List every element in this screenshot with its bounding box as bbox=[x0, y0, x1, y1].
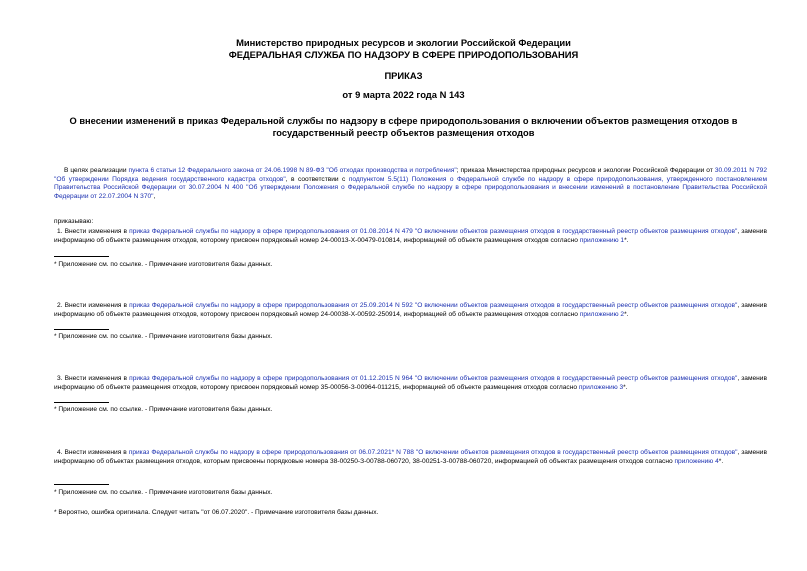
footnote-divider-2 bbox=[54, 329, 109, 330]
item-text-1: 1. Внести изменения в bbox=[57, 228, 130, 235]
document-subject: О внесении изменений в приказ Федеральной службы по надзору в сфере природопользования о включении объектов размещения отходов в государственный реестр объектов размещения отходов bbox=[69, 116, 738, 138]
agency-name: ФЕДЕРАЛЬНАЯ СЛУЖБА ПО НАДЗОРУ В СФЕРЕ ПРИРОДОПОЛЬЗОВАНИЯ bbox=[228, 49, 579, 60]
appendix-link-1[interactable]: приложению 1 bbox=[579, 236, 625, 244]
item-body-2: , заменив информацию об объекте размещения отходов, которому присвоен порядковый номер 24-00038-Х-00592-250914, информацией об объекте размещения отходов согласно bbox=[54, 302, 767, 318]
intro-link-order-792[interactable]: 30.09.2011 N 792 "Об утверждении Порядка ведения государственного кадастра отходов" bbox=[54, 167, 767, 183]
intro-text-1: В целях реализации bbox=[64, 167, 129, 174]
footnote-4: * Приложение см. по ссылке. - Примечание изготовителя базы данных. bbox=[54, 489, 273, 496]
item-body-4: , заменив информацию об объектах размещения отходов, которым присвоены порядковые номера 38-00250-З-00788-060720, 38-00251-З-00788-060720, информацией об объектах размещения отходов согласно bbox=[54, 449, 767, 465]
item-link-order-964[interactable]: приказ Федеральной службы по надзору в сфере природопользования от 01.12.2015 N 964 "О включении объектов размещения отходов в государственный реестр объектов размещения отходов" bbox=[129, 375, 738, 382]
item-text-2: 2. Внести изменения в bbox=[57, 302, 130, 309]
footnote-divider-4 bbox=[54, 484, 109, 485]
item-body-3: , заменив информацию об объекте размещения отходов, которому присвоен порядковый номер 35-00056-З-00964-011215, информацией об объекте размещения отходов согласно bbox=[54, 375, 767, 391]
intro-link-federal-law[interactable]: пункта 6 статьи 12 Федерального закона от 24.06.1998 N 89-ФЗ "Об отходах производства и потребления" bbox=[128, 167, 457, 174]
item-tail-2: *. bbox=[624, 310, 629, 318]
appendix-link-3[interactable]: приложению 3 bbox=[578, 383, 624, 391]
item-paragraph-1 bbox=[54, 228, 767, 245]
item-text-3: 3. Внести изменения в bbox=[57, 375, 130, 382]
item-body-1: , заменив информацию об объекте размещения отходов, которому присвоен порядковый номер 24-00013-Х-00479-010814, информацией об объекте размещения отходов согласно bbox=[54, 228, 767, 244]
item-paragraph-4 bbox=[54, 449, 767, 466]
prikazyvayu-text: приказываю: bbox=[54, 218, 94, 225]
intro-text-3: , в соответствии с bbox=[285, 175, 349, 183]
appendix-link-2[interactable]: приложению 2 bbox=[579, 310, 625, 318]
item-paragraph-2 bbox=[54, 302, 767, 319]
footnote-1: * Приложение см. по ссылке. - Примечание изготовителя базы данных. bbox=[54, 261, 273, 268]
item-tail-3: *. bbox=[623, 383, 628, 391]
footnote-3: * Приложение см. по ссылке. - Примечание изготовителя базы данных. bbox=[54, 406, 273, 413]
document-type: ПРИКАЗ bbox=[384, 70, 423, 81]
intro-paragraph bbox=[54, 167, 767, 201]
item-tail-1: *. bbox=[624, 236, 629, 244]
item-link-order-788[interactable]: приказ Федеральной службы по надзору в сфере природопользования от 06.07.2021* N 788 "О включении объектов размещения отходов в государственный реестр объектов размещения отходов" bbox=[128, 449, 738, 456]
footnote-divider-3 bbox=[54, 402, 109, 403]
item-tail-4: *. bbox=[718, 457, 724, 465]
intro-text-4: , bbox=[153, 192, 156, 200]
ministry-name: Министерство природных ресурсов и экологии Российской Федерации bbox=[236, 37, 571, 48]
item-paragraph-3 bbox=[54, 375, 767, 392]
footnote-divider-1 bbox=[54, 256, 109, 257]
footnote-2: * Приложение см. по ссылке. - Примечание изготовителя базы данных. bbox=[54, 333, 273, 340]
item-text-4: 4. Внести изменения в bbox=[57, 449, 129, 456]
item-link-order-592[interactable]: приказ Федеральной службы по надзору в сфере природопользования от 25.09.2014 N 592 "О включении объектов размещения отходов в государственный реестр объектов размещения отходов" bbox=[129, 302, 738, 309]
appendix-link-4[interactable]: приложению 4 bbox=[674, 457, 719, 465]
item-link-order-479[interactable]: приказ Федеральной службы по надзору в сфере природопользования от 01.08.2014 N 479 "О включении объектов размещения отходов в государственный реестр объектов размещения отходов" bbox=[129, 228, 738, 235]
footnote-4-erratum: * Вероятно, ошибка оригинала. Следует читать "от 06.07.2020". - Примечание изготовителя базы данных. bbox=[54, 509, 379, 516]
intro-link-regulation[interactable]: подпунктом 5.5(11) Положения о Федеральной службе по надзору в сфере природопользования, утвержденного постановлением Правительства Российской Федерации от 30.07.2004 N 400 "Об утверждении Положения о Федеральной службе по надзору в сфере природопользования и внесении изменений в постановление Правительства Российской Федерации от 22.07.2004 N 370" bbox=[54, 175, 767, 200]
document-date-number: от 9 марта 2022 года N 143 bbox=[342, 89, 465, 100]
intro-text-2: ; приказа Министерства природных ресурсов и экологии Российской Федерации от bbox=[456, 167, 715, 174]
